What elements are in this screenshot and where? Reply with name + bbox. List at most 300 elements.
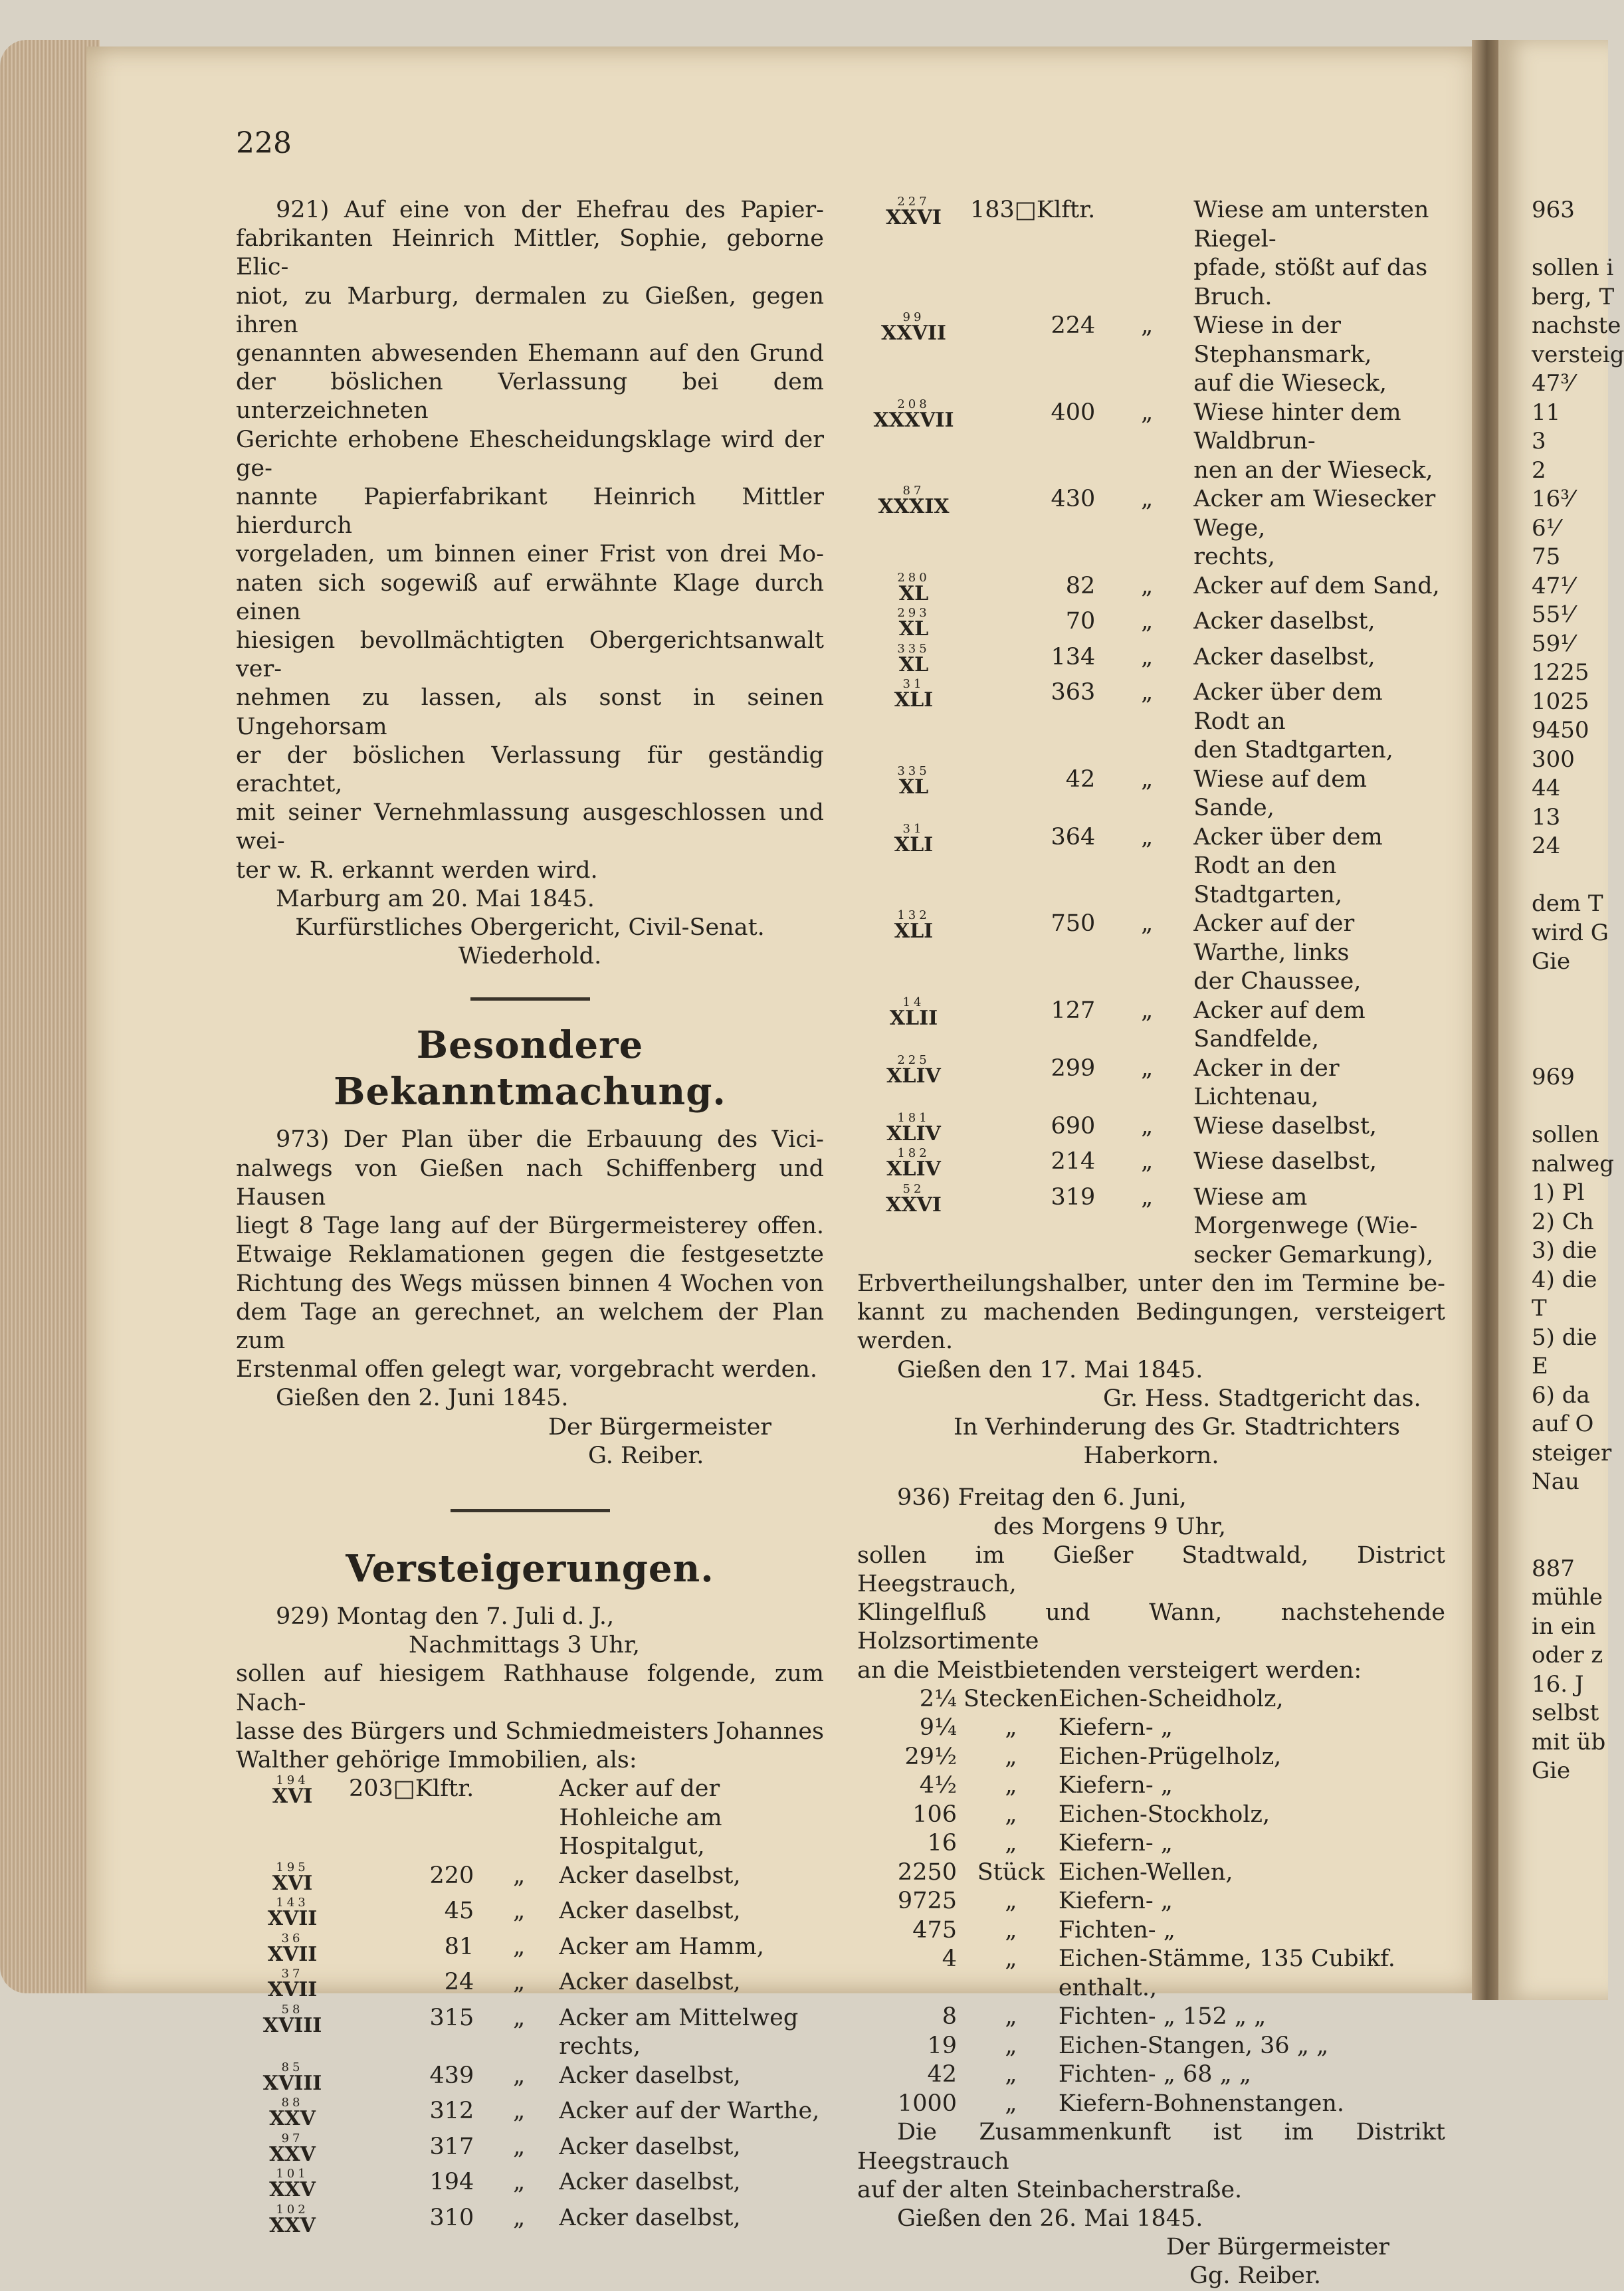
parcel-fraction xyxy=(268,1897,318,1929)
timber-description: Eichen-Stämme, 135 Cubikf. enthalt., xyxy=(1058,1945,1395,2001)
ditto-mark: „ xyxy=(1141,572,1154,599)
ditto-mark: „ xyxy=(513,2204,526,2231)
timber-unit: „ xyxy=(1005,2061,1017,2088)
ditto-mark: „ xyxy=(513,1862,526,1889)
ditto-mark: „ xyxy=(513,2169,526,2196)
parcel-description xyxy=(1193,607,1445,643)
parcel-sup: 182 xyxy=(897,1146,930,1160)
notice-921-line: er der böslichen Verlassung für geständig erachtet, xyxy=(236,742,824,798)
fragment-line: 6¹⁄ xyxy=(1532,514,1559,542)
timber-description: Fichten- „ 68 „ „ xyxy=(1058,2061,1252,2088)
table-row xyxy=(857,196,1445,312)
parcel-description xyxy=(559,2133,824,2169)
parcel-sup: 335 xyxy=(897,641,930,656)
description-line: Acker daselbst, xyxy=(559,2169,741,2196)
fragment-line: 2) Ch xyxy=(1532,1208,1594,1235)
notice-921-line: der böslichen Verlassung bei dem unterzeichneten xyxy=(236,369,824,425)
area-amount: 45 xyxy=(444,1898,474,1925)
parcel-roman: XL xyxy=(898,617,929,641)
table-row xyxy=(857,1916,1445,1945)
timber-table xyxy=(857,1685,1445,2119)
property-closing-line: kannt zu machenden Bedingungen, versteigert werden. xyxy=(857,1299,1445,1355)
parcel-fraction xyxy=(272,1775,313,1807)
timber-description: Eichen-Stangen, 36 „ „ xyxy=(1058,2032,1329,2059)
fragment-line: 59¹⁄ xyxy=(1532,630,1573,657)
fragment-line: 4) die xyxy=(1532,1266,1597,1293)
timber-quantity: 8 xyxy=(942,2003,957,2031)
notice-936-body xyxy=(857,1542,1445,1685)
timber-quantity: 29½ xyxy=(904,1743,957,1770)
description-line: Wiese in der Stephansmark, xyxy=(1193,312,1372,368)
description-line: der Chaussee, xyxy=(1193,968,1362,995)
parcel-number xyxy=(857,607,970,643)
notice-921-body xyxy=(236,196,824,885)
notice-936-closing xyxy=(857,2118,1445,2205)
table-row xyxy=(857,312,1445,399)
parcel-roman: XLI xyxy=(894,920,934,943)
notice-921-line: naten sich sogewiß auf erwähnte Klage durch einen xyxy=(236,569,824,625)
fragment-line: auf O xyxy=(1532,1411,1594,1437)
fragment-line: mit üb xyxy=(1532,1728,1606,1755)
parcel-fraction xyxy=(263,2062,322,2094)
area-amount: 315 xyxy=(429,2004,474,2031)
parcel-number xyxy=(857,823,970,910)
description-line: Acker daselbst, xyxy=(1193,643,1375,670)
parcel-sup: 132 xyxy=(897,908,930,922)
table-row xyxy=(857,2032,1445,2061)
timber-unit: „ xyxy=(1005,1743,1017,1770)
fragment-line: 47³⁄ xyxy=(1532,370,1573,397)
table-row xyxy=(857,2090,1445,2119)
timber-unit: Stück xyxy=(977,1858,1045,1886)
ditto-mark: „ xyxy=(1141,1148,1154,1175)
area-amount: 224 xyxy=(1051,312,1096,339)
parcel-roman: XXVI xyxy=(886,1193,942,1217)
parcel-sup: 101 xyxy=(276,2167,309,2181)
parcel-fraction xyxy=(886,196,942,228)
notice-921-line: vorgeladen, um binnen einer Frist von drei Mo- xyxy=(236,541,824,568)
parcel-sup: 143 xyxy=(276,1896,309,1910)
special-notice-date: Gießen den 2. Juni 1845. xyxy=(276,1385,569,1412)
parcel-description xyxy=(559,1933,824,1969)
parcel-number xyxy=(236,2204,349,2240)
timber-unit: „ xyxy=(1005,1916,1017,1943)
ditto-mark: „ xyxy=(1141,608,1154,635)
ditto-mark: „ xyxy=(1141,765,1154,793)
fragment-line: sollen i xyxy=(1532,254,1614,281)
table-row xyxy=(857,997,1445,1054)
area-amount: 363 xyxy=(1051,679,1096,706)
timber-description: Fichten- „ 152 „ „ xyxy=(1058,2003,1267,2031)
timber-quantity: 4½ xyxy=(919,1772,957,1799)
parcel-number xyxy=(236,2168,349,2204)
parcel-number xyxy=(236,1933,349,1969)
parcel-roman: XLI xyxy=(894,688,934,712)
parcel-roman: XLIV xyxy=(886,1157,941,1181)
parcel-fraction xyxy=(886,1183,942,1215)
description-line: Acker daselbst, xyxy=(559,1862,741,1889)
table-row xyxy=(857,1771,1445,1801)
notice-929-body-line: lasse des Bürgers und Schmiedmeisters Johannes xyxy=(236,1718,824,1745)
fragment-line xyxy=(1532,977,1624,1006)
notice-936-closing-line: Die Zusammenkunft ist im Distrikt Heegstrauch xyxy=(857,2119,1445,2175)
description-line: Acker daselbst, xyxy=(559,2062,741,2089)
parcel-fraction xyxy=(897,607,930,639)
table-row xyxy=(236,2133,824,2169)
timber-unit: „ xyxy=(1005,1772,1017,1799)
table-row xyxy=(857,678,1445,765)
special-notice-title: Der Bürgermeister xyxy=(548,1413,772,1441)
ditto-mark: „ xyxy=(1141,399,1154,426)
parcel-fraction xyxy=(878,485,949,517)
parcel-sup: 87 xyxy=(902,484,925,498)
parcel-number xyxy=(236,2004,349,2062)
parcel-number xyxy=(236,1862,349,1898)
description-line: Acker in der Lichtenau, xyxy=(1193,1054,1340,1110)
description-line: Acker auf der Warthe, links xyxy=(1193,910,1355,966)
fragment-line: 1225 xyxy=(1532,659,1589,686)
notice-921-line: nehmen zu lassen, als sonst in seinen Ungehorsam xyxy=(236,684,824,740)
notice-936-title: Der Bürgermeister xyxy=(1166,2234,1390,2261)
parcel-description xyxy=(559,2004,824,2062)
special-notice xyxy=(236,1022,824,1470)
parcel-fraction xyxy=(263,2004,322,2036)
description-line: nen an der Wieseck, xyxy=(1193,456,1433,484)
area-amount: 82 xyxy=(1065,572,1096,599)
fragment-line: in ein xyxy=(1532,1613,1596,1640)
parcel-number xyxy=(857,572,970,608)
table-row xyxy=(236,2097,824,2133)
parcel-sup: 14 xyxy=(902,995,925,1009)
timber-unit: „ xyxy=(1005,1888,1017,1915)
parcel-number xyxy=(236,2097,349,2133)
fragment-line: 75 xyxy=(1532,544,1561,570)
table-row xyxy=(236,1775,824,1862)
ditto-mark: „ xyxy=(1141,823,1154,850)
property-closing-line: Erbvertheilungshalber, unter den im Termine be- xyxy=(857,1270,1445,1297)
special-notice-line: dem Tage an gerechnet, an welchem der Plan zum xyxy=(236,1298,824,1354)
description-line: Stadtgarten, xyxy=(1193,881,1343,908)
parcel-description xyxy=(1193,1054,1445,1112)
timber-unit: „ xyxy=(1005,2090,1017,2117)
description-line: den Stadtgarten, xyxy=(1193,737,1393,763)
table-row xyxy=(857,765,1445,823)
parcel-sup: 194 xyxy=(276,1773,309,1788)
parcel-roman: XL xyxy=(898,652,929,676)
parcel-roman: XXV xyxy=(269,2142,316,2166)
description-line: Wiese daselbst, xyxy=(1193,1148,1377,1175)
parcel-roman: XVI xyxy=(272,1871,313,1895)
area-amount: 690 xyxy=(1051,1112,1096,1140)
parcel-number xyxy=(857,1147,970,1183)
table-row xyxy=(857,1887,1445,1916)
parcel-sup: 227 xyxy=(897,195,930,209)
table-row xyxy=(857,1743,1445,1772)
fragment-line xyxy=(1532,225,1624,254)
ditto-mark: „ xyxy=(1141,1112,1154,1140)
parcel-number xyxy=(857,1112,970,1148)
table-row xyxy=(857,643,1445,679)
table-row xyxy=(857,485,1445,572)
table-row xyxy=(857,1054,1445,1112)
parcel-number xyxy=(857,678,970,765)
fragment-line: dem T xyxy=(1532,890,1603,917)
parcel-description xyxy=(1193,485,1445,572)
special-notice-line: liegt 8 Tage lang auf der Bürgermeisterey offen. xyxy=(236,1213,824,1240)
description-line: Acker über dem Rodt an den xyxy=(1193,823,1383,879)
ditto-mark: „ xyxy=(1141,643,1154,670)
parcel-description xyxy=(1193,823,1445,910)
parcel-number xyxy=(857,1054,970,1112)
ditto-mark: „ xyxy=(513,1969,526,1996)
special-notice-line: Erstenmal offen gelegt war, vorgebracht werden. xyxy=(236,1356,818,1383)
timber-unit: „ xyxy=(1005,2003,1017,2031)
description-line: Acker auf dem Sandfelde, xyxy=(1193,997,1366,1052)
fragment-line: Nau xyxy=(1532,1468,1579,1495)
notice-921-signer: Wiederhold. xyxy=(458,943,602,970)
fragment-line: selbst xyxy=(1532,1700,1599,1726)
parcel-number xyxy=(857,997,970,1054)
description-line: Acker daselbst, xyxy=(559,2133,741,2160)
timber-quantity: 9¼ xyxy=(919,1714,957,1742)
parcel-roman: XVIII xyxy=(262,2013,322,2037)
table-row xyxy=(857,1112,1445,1148)
parcel-roman: XXV xyxy=(269,2107,316,2131)
parcel-fraction xyxy=(269,2097,316,2129)
timber-quantity: 475 xyxy=(912,1916,957,1943)
parcel-fraction xyxy=(894,823,933,855)
parcel-description xyxy=(1193,678,1445,765)
book-page-edges xyxy=(0,40,100,1993)
table-row xyxy=(857,572,1445,608)
description-line: Acker daselbst, xyxy=(559,2204,741,2231)
area-amount: 312 xyxy=(429,2098,474,2125)
area-amount: 81 xyxy=(444,1933,474,1960)
auctions-heading: Versteigerungen. xyxy=(346,1546,714,1591)
area-amount: 183□Klftr. xyxy=(970,197,1096,223)
fragment-line xyxy=(1532,1526,1624,1555)
parcel-roman: XVIII xyxy=(262,2071,322,2095)
table-row xyxy=(857,1183,1445,1270)
fragment-line: Gie xyxy=(1532,1757,1571,1784)
timber-unit: „ xyxy=(1005,1945,1017,1973)
table-row xyxy=(236,1862,824,1898)
table-row xyxy=(857,1829,1445,1858)
special-notice-heading: Besondere Bekanntmachung. xyxy=(334,1023,726,1114)
description-line: Wiese daselbst, xyxy=(1193,1112,1377,1140)
parcel-description xyxy=(1193,1147,1445,1183)
area-amount: 24 xyxy=(444,1969,474,1996)
ditto-mark: „ xyxy=(513,2004,526,2031)
area-amount: 127 xyxy=(1051,997,1096,1024)
notice-921-line: genannten abwesenden Ehemann auf den Grund xyxy=(236,340,824,367)
parcel-sup: 99 xyxy=(902,310,925,324)
parcel-number xyxy=(857,312,970,399)
fragment-line: 9450 xyxy=(1532,717,1589,744)
notice-921-date: Marburg am 20. Mai 1845. xyxy=(276,885,595,912)
notice-936-line2: des Morgens 9 Uhr, xyxy=(993,1513,1227,1540)
parcel-sup: 31 xyxy=(902,677,925,691)
auctions-section xyxy=(236,1545,824,2239)
description-line: Acker am Hamm, xyxy=(559,1933,764,1960)
ditto-mark: „ xyxy=(1141,997,1154,1024)
area-amount: 430 xyxy=(1051,486,1096,512)
parcel-roman: XVII xyxy=(267,1978,318,2002)
ditto-mark: „ xyxy=(1141,1183,1154,1211)
parcel-roman: XXXVII xyxy=(873,408,954,432)
timber-quantity: 1000 xyxy=(897,2090,957,2117)
fragment-line: berg, T xyxy=(1532,283,1615,310)
table-row xyxy=(857,607,1445,643)
fragment-line: 16. J xyxy=(1532,1670,1584,1698)
property-table-closing xyxy=(857,1270,1445,1356)
fragment-line: 13 xyxy=(1532,803,1561,831)
table-row xyxy=(857,2003,1445,2032)
parcel-fraction xyxy=(897,572,930,604)
parcel-description xyxy=(559,1775,824,1862)
parcel-number xyxy=(857,196,970,312)
fragment-line: nachste xyxy=(1532,312,1621,339)
parcel-roman: XVII xyxy=(267,1942,318,1966)
fragment-line: 24 xyxy=(1532,833,1561,859)
notice-929-line1: 929) Montag den 7. Juli d. J., xyxy=(276,1603,615,1630)
description-line: Acker daselbst, xyxy=(1193,608,1375,635)
notice-921-line: 921) Auf eine von der Ehefrau des Papier- xyxy=(276,197,824,223)
notice-936-line1: 936) Freitag den 6. Juni, xyxy=(897,1484,1187,1512)
parcel-description xyxy=(1193,997,1445,1054)
table-row xyxy=(857,1801,1445,1830)
timber-quantity: 19 xyxy=(927,2032,957,2059)
timber-description: Eichen-Wellen, xyxy=(1058,1858,1233,1886)
fragment-line: versteig xyxy=(1532,341,1624,368)
parcel-fraction xyxy=(890,997,938,1029)
page-number: 228 xyxy=(236,126,292,160)
parcel-fraction xyxy=(269,2204,316,2236)
parcel-number xyxy=(857,485,970,572)
right-page-fragment xyxy=(1498,40,1624,2000)
area-amount: 310 xyxy=(429,2204,474,2231)
parcel-description xyxy=(559,2204,824,2240)
ditto-mark: „ xyxy=(1141,312,1154,339)
parcel-description xyxy=(1193,312,1445,399)
table-row xyxy=(236,1968,824,2004)
parcel-fraction xyxy=(873,399,954,431)
parcel-roman: XLIV xyxy=(886,1122,941,1146)
parcel-sup: 195 xyxy=(276,1860,309,1874)
parcel-fraction xyxy=(894,678,933,710)
property-table-continued xyxy=(857,196,1445,1270)
area-amount: 134 xyxy=(1051,643,1096,670)
parcel-description xyxy=(559,1862,824,1898)
notice-921-line: fabrikanten Heinrich Mittler, Sophie, geborne Elic- xyxy=(236,225,824,281)
table-row xyxy=(857,1945,1445,2003)
table-row xyxy=(857,1858,1445,1888)
notice-921-line: nannte Papierfabrikant Heinrich Mittler hierdurch xyxy=(236,484,824,540)
parcel-fraction xyxy=(897,643,930,675)
description-line: secker Gemarkung), xyxy=(1193,1241,1434,1268)
table-row xyxy=(857,1147,1445,1183)
ditto-mark xyxy=(1100,196,1193,312)
parcel-roman: XXV xyxy=(269,2178,316,2202)
parcel-description xyxy=(1193,1183,1445,1270)
parcel-sup: 88 xyxy=(281,2096,304,2110)
notice-936-body-line: an die Meistbietenden versteigert werden: xyxy=(857,1656,1362,1684)
timber-unit: „ xyxy=(1005,1714,1017,1742)
parcel-fraction xyxy=(894,910,933,942)
fragment-line: 16³⁄ xyxy=(1532,486,1573,512)
notice-936-date: Gießen den 26. Mai 1845. xyxy=(897,2205,1203,2232)
parcel-description xyxy=(1193,765,1445,823)
parcel-sup: 335 xyxy=(897,763,930,778)
mid-court: Gr. Hess. Stadtgericht das. xyxy=(1103,1385,1421,1412)
parcel-number xyxy=(236,2133,349,2169)
parcel-sup: 37 xyxy=(281,1967,304,1981)
parcel-number xyxy=(236,2062,349,2098)
parcel-roman: XXV xyxy=(269,2213,316,2237)
fragment-line: nalweg xyxy=(1532,1150,1615,1177)
timber-quantity: 106 xyxy=(912,1801,957,1828)
timber-description: Kiefern- „ xyxy=(1058,1714,1173,1742)
table-row xyxy=(236,2168,824,2204)
ditto-mark xyxy=(479,1775,559,1862)
table-row xyxy=(236,2004,824,2062)
area-amount: 194 xyxy=(429,2169,474,2196)
fragment-line: 3 xyxy=(1532,428,1546,454)
description-line: Acker über dem Rodt an xyxy=(1193,679,1383,735)
parcel-sup: 225 xyxy=(897,1052,930,1067)
table-row xyxy=(857,2060,1445,2090)
parcel-fraction xyxy=(881,312,946,344)
notice-929-body-line: Walther gehörige Immobilien, als: xyxy=(236,1746,637,1773)
area-amount: 299 xyxy=(1051,1054,1096,1082)
fragment-line: 2 xyxy=(1532,456,1546,484)
fragment-line: 887 xyxy=(1532,1555,1575,1582)
timber-description: Kiefern- „ xyxy=(1058,1888,1173,1915)
parcel-description xyxy=(559,2062,824,2098)
parcel-description xyxy=(559,2097,824,2133)
fragment-line: 969 xyxy=(1532,1064,1575,1090)
fragment-line: 3) die xyxy=(1532,1237,1597,1264)
parcel-number xyxy=(236,1775,349,1862)
fragment-line xyxy=(1532,1035,1624,1064)
notice-921-line: niot, zu Marburg, dermalen zu Gießen, gegen ihren xyxy=(236,282,824,338)
parcel-description xyxy=(559,1968,824,2004)
description-line: Acker daselbst, xyxy=(559,1898,741,1925)
section-divider xyxy=(451,1509,610,1512)
fragment-line: T xyxy=(1532,1295,1547,1322)
parcel-number xyxy=(236,1897,349,1933)
fragment-line: oder z xyxy=(1532,1642,1603,1668)
ditto-mark: „ xyxy=(513,2098,526,2125)
description-line: auf die Wieseck, xyxy=(1193,370,1387,397)
fragment-line: 1) Pl xyxy=(1532,1179,1585,1206)
parcel-fraction xyxy=(886,1147,941,1179)
parcel-sup: 36 xyxy=(281,1931,304,1945)
fragment-line: 5) die xyxy=(1532,1324,1597,1351)
timber-description: Kiefern- „ xyxy=(1058,1830,1173,1857)
area-amount: 214 xyxy=(1051,1148,1096,1175)
parcel-sup: 58 xyxy=(281,2002,304,2017)
parcel-number xyxy=(857,399,970,486)
parcel-roman: XLIV xyxy=(886,1064,941,1088)
notice-921-line: hiesigen bevollmächtigten Obergerichtsanwalt ver- xyxy=(236,627,824,683)
parcel-sup: 97 xyxy=(281,2131,304,2145)
special-notice-line: Richtung des Wegs müssen binnen 4 Wochen von xyxy=(236,1270,824,1297)
area-amount: 400 xyxy=(1051,399,1096,426)
parcel-number xyxy=(857,643,970,679)
fragment-line: E xyxy=(1532,1353,1548,1379)
parcel-roman: XVI xyxy=(272,1785,313,1809)
